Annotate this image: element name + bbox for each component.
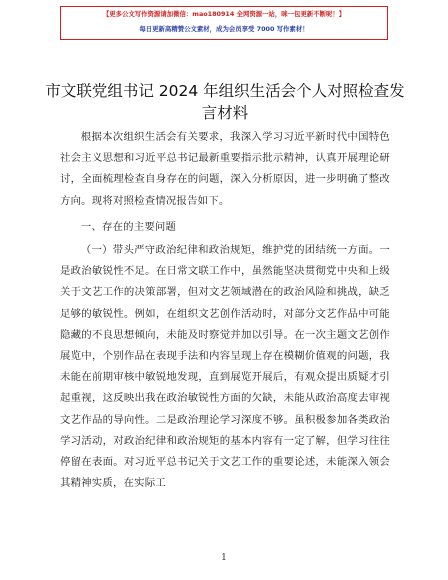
page-number: 1 bbox=[221, 553, 227, 563]
header-banner bbox=[60, 6, 388, 40]
body-paragraph: （一）带头严守政治纪律和政治规矩，维护党的团结统一方面。一是政治敏锐性不足。在日常文联工作中，虽然能坚决贯彻党中央和上级关于文艺工作的决策部署，但对文艺领域潜在的政治风险和挑战，缺乏足够的敏锐性。例如，在组织文艺创作活动时，对部分文艺作品中可能隐藏的不良思想倾向，未能及时察觉并加以引导。在一次主题文艺创作展览中，个别作品在表现手法和内容呈现上存在模糊价值观的问题，我未能在前期审核中敏锐地发现，直到展览开展后，有观众提出质疑才引起重视，这反映出我在政治敏锐性方面的欠缺，未能从政治高度去审视文艺作品的导向性。二是政治理论学习深度不够。虽积极参加各类政治学习活动，对政治纪律和政治规矩的基本内容有一定了解，但学习往往停留在表面。对习近平总书记关于文艺工作的重要论述，未能深入领会其精神实质，在实际工 bbox=[60, 244, 390, 490]
banner-contact-line: 【更多公文写作资源请加微信：mao180914 全网资源一站，咪一包更新不断呢！】 bbox=[102, 10, 346, 18]
banner-promo-line: 每日更新高精赞公文素材，成为会员享受 7000 写作素材！ bbox=[139, 25, 309, 33]
document-body bbox=[60, 127, 390, 494]
document-title: 市文联党组书记 2024 年组织生活会个人对照检查发言材料 bbox=[45, 82, 405, 122]
section-heading: 一、存在的主要问题 bbox=[80, 220, 177, 233]
intro-paragraph: 根据本次组织生活会有关要求，我深入学习习近平新时代中国特色社会主义思想和习近平总书记最新重要指示批示精神，认真开展理论研讨，全面梳理检查自身存在的问题，深入分析原因，进一步明确了整改方向。现将对照检查情况报告如下。 bbox=[60, 131, 390, 207]
